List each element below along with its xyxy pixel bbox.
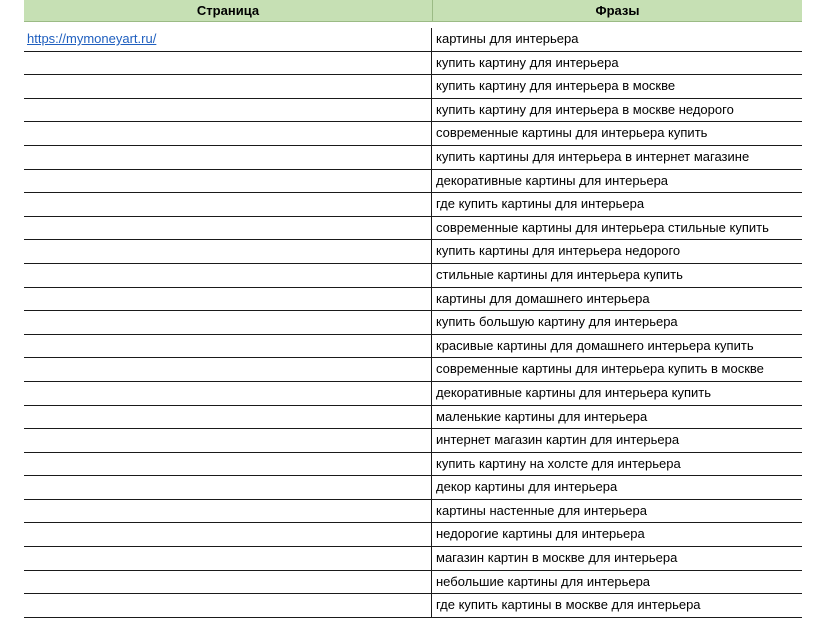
phrase-cell[interactable]: где купить картины для интерьера — [436, 196, 645, 212]
page-cell[interactable] — [24, 523, 432, 546]
phrase-cell[interactable]: современные картины для интерьера купить в москве — [436, 361, 764, 377]
table-row — [24, 122, 802, 146]
phrase-cell[interactable]: маленькие картины для интерьера — [436, 408, 648, 424]
page-cell[interactable] — [24, 571, 432, 594]
table-row — [24, 547, 802, 571]
phrase-cell[interactable]: купить картину для интерьера в москве недорого — [436, 101, 734, 117]
page-cell[interactable] — [24, 594, 432, 617]
table-row — [24, 476, 802, 500]
page-url-link[interactable]: https://mymoneyart.ru/ — [27, 31, 157, 46]
phrase-cell[interactable]: купить большую картину для интерьера — [436, 314, 678, 330]
phrase-cell[interactable]: небольшие картины для интерьера — [436, 573, 651, 589]
table-row — [24, 311, 802, 335]
page-cell[interactable] — [24, 75, 432, 98]
phrase-cell[interactable]: декоративные картины для интерьера — [436, 172, 669, 188]
page-cell[interactable] — [24, 28, 432, 51]
table-row — [24, 217, 802, 241]
page-cell[interactable] — [24, 240, 432, 263]
table-row — [24, 99, 802, 123]
page-cell[interactable] — [24, 476, 432, 499]
page-cell[interactable] — [24, 170, 432, 193]
page-cell[interactable] — [24, 500, 432, 523]
page-cell[interactable] — [24, 453, 432, 476]
page-cell[interactable] — [24, 264, 432, 287]
phrase-cell[interactable]: декоративные картины для интерьера купить — [436, 384, 712, 400]
phrase-cell[interactable]: где купить картины в москве для интерьера — [436, 597, 701, 613]
page-cell[interactable] — [24, 547, 432, 570]
phrase-cell[interactable]: красивые картины для домашнего интерьера купить — [436, 337, 754, 353]
phrase-cell[interactable]: купить картины для интерьера в интернет магазине — [436, 148, 750, 164]
page-cell[interactable] — [24, 311, 432, 334]
page-cell[interactable] — [24, 335, 432, 358]
table-row — [24, 240, 802, 264]
table-row — [24, 382, 802, 406]
page-cell[interactable] — [24, 288, 432, 311]
phrase-cell[interactable]: купить картину для интерьера — [436, 54, 619, 70]
table-body — [24, 28, 802, 618]
phrase-cell[interactable]: магазин картин в москве для интерьера — [436, 550, 678, 566]
page-cell[interactable] — [24, 217, 432, 240]
table-row — [24, 500, 802, 524]
phrase-cell[interactable]: недорогие картины для интерьера — [436, 526, 645, 542]
phrase-cell[interactable]: купить картину на холсте для интерьера — [436, 455, 681, 471]
table-header — [24, 0, 802, 22]
table-row — [24, 594, 802, 618]
page-cell[interactable] — [24, 358, 432, 381]
table-row — [24, 453, 802, 477]
spreadsheet-table — [24, 0, 802, 618]
phrase-cell[interactable]: картины настенные для интерьера — [436, 502, 647, 518]
phrase-cell[interactable]: купить картину для интерьера в москве — [436, 78, 676, 94]
page-cell[interactable] — [24, 406, 432, 429]
phrase-cell[interactable]: современные картины для интерьера стильные купить — [436, 219, 769, 235]
table-row — [24, 571, 802, 595]
column-header-page[interactable]: Страница — [24, 0, 433, 21]
table-row — [24, 406, 802, 430]
table-row — [24, 75, 802, 99]
table-row — [24, 146, 802, 170]
table-row — [24, 52, 802, 76]
table-row — [24, 335, 802, 359]
phrase-cell[interactable]: стильные картины для интерьера купить — [436, 266, 683, 282]
table-row — [24, 429, 802, 453]
table-row — [24, 193, 802, 217]
page-cell[interactable] — [24, 193, 432, 216]
phrase-cell[interactable]: картины для домашнего интерьера — [436, 290, 650, 306]
table-row — [24, 358, 802, 382]
page-cell[interactable] — [24, 382, 432, 405]
page-cell[interactable] — [24, 122, 432, 145]
table-row — [24, 28, 802, 52]
column-header-phrases[interactable]: Фразы — [595, 3, 640, 18]
phrase-cell[interactable]: интернет магазин картин для интерьера — [436, 432, 680, 448]
table-row — [24, 264, 802, 288]
page-cell[interactable] — [24, 429, 432, 452]
page-cell[interactable] — [24, 99, 432, 122]
page-cell[interactable] — [24, 146, 432, 169]
phrase-cell[interactable]: картины для интерьера — [436, 31, 579, 46]
table-row — [24, 170, 802, 194]
page-cell[interactable] — [24, 52, 432, 75]
phrase-cell[interactable]: купить картины для интерьера недорого — [436, 243, 681, 259]
table-row — [24, 288, 802, 312]
phrase-cell[interactable]: декор картины для интерьера — [436, 479, 618, 495]
phrase-cell[interactable]: современные картины для интерьера купить — [436, 125, 708, 141]
table-row — [24, 523, 802, 547]
